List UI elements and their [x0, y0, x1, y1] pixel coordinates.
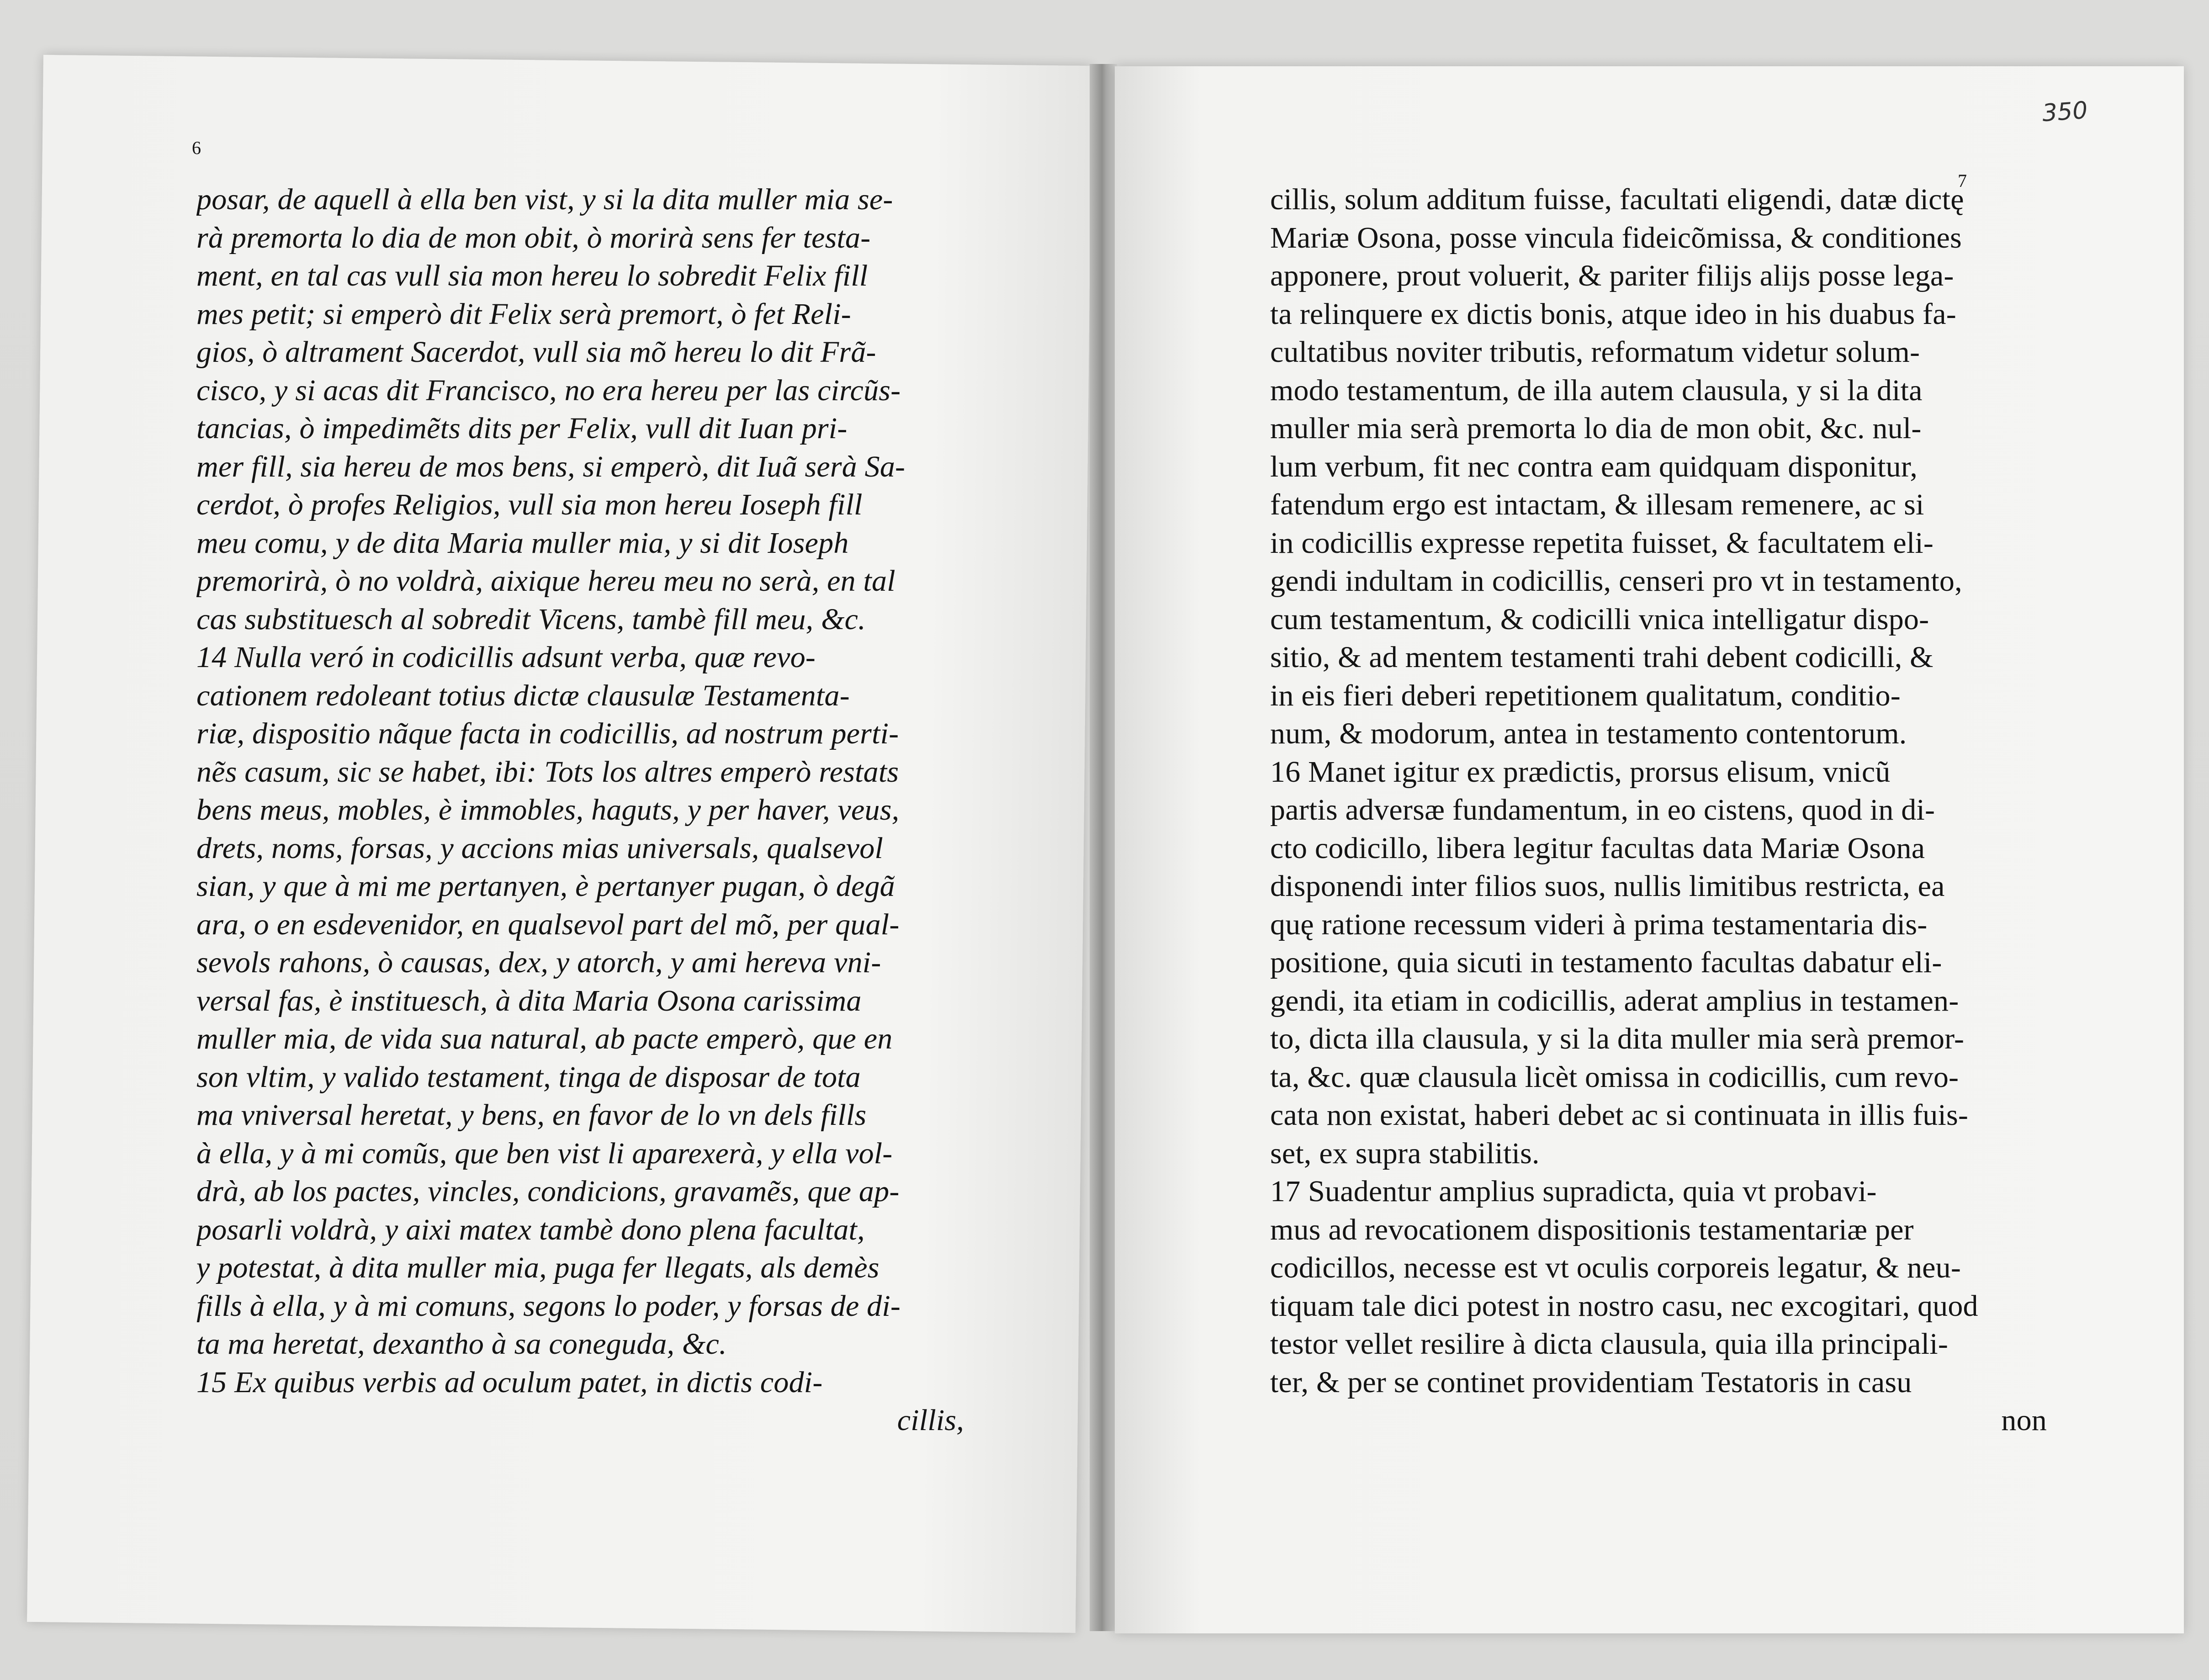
text-line: mer fill, sia hereu de mos bens, si emperò, dit Iuã serà Sa-: [196, 450, 906, 483]
text-line: cata non existat, haberi debet ac si continuata in illis fuis-: [1270, 1098, 1969, 1132]
text-line: drà, ab los pactes, vincles, condicions, gravamẽs, que ap-: [196, 1175, 900, 1208]
text-line: ta relinquere ex dictis bonis, atque ideo in his duabus fa-: [1270, 297, 1956, 331]
right-page-text: [1270, 180, 2047, 1440]
right-page-number: 7: [1958, 170, 1967, 191]
text-line: premorirà, ò no voldrà, aixique hereu meu no serà, en tal: [196, 564, 895, 598]
text-line: muller mia serà premorta lo dia de mon obit, &c. nul-: [1270, 412, 1922, 445]
text-line: sitio, & ad mentem testamenti trahi debent codicilli, &: [1270, 641, 1934, 674]
text-line: cisco, y si acas dit Francisco, no era hereu per las circũs-: [196, 373, 901, 407]
text-line: gendi indultam in codicillis, censeri pro vt in testamento,: [1270, 564, 1962, 598]
left-page-number: 6: [192, 138, 201, 158]
text-line: tiquam tale dici potest in nostro casu, nec excogitari, quod: [1270, 1289, 1978, 1323]
text-line: cationem redoleant totius dictæ clausulæ Testamenta-: [196, 678, 850, 712]
text-line: tancias, ò impedimẽts dits per Felix, vull dit Iuan pri-: [196, 412, 848, 445]
text-line: positione, quia sicuti in testamento facultas dabatur eli-: [1270, 946, 1942, 979]
text-line: fatendum ergo est intactam, & illesam remenere, ac si: [1270, 488, 1924, 521]
text-line: set, ex supra stabilitis.: [1270, 1136, 1540, 1170]
text-line: ma vniversal heretat, y bens, en favor de lo vn dels fills: [196, 1098, 867, 1132]
text-line: testor vellet resilire à dicta clausula, quia illa principali-: [1270, 1327, 1948, 1361]
catchword: cillis,: [897, 1404, 964, 1437]
text-line: in eis fieri deberi repetitionem qualitatum, conditio-: [1270, 678, 1901, 712]
text-line: sevols rahons, ò causas, dex, y atorch, y ami hereva vni-: [196, 946, 881, 979]
text-line: rà premorta lo dia de mon obit, ò morirà sens fer testa-: [196, 221, 871, 254]
text-line: num, & modorum, antea in testamento contentorum.: [1270, 717, 1907, 750]
text-line: posarli voldrà, y aixi matex tambè dono plena facultat,: [196, 1213, 865, 1246]
text-line: partis adversæ fundamentum, in eo cistens, quod in di-: [1270, 793, 1935, 827]
text-line: ta ma heretat, dexantho à sa coneguda, &c.: [196, 1327, 727, 1361]
text-line: cum testamentum, & codicilli vnica intelligatur dispo-: [1270, 602, 1929, 636]
text-line: ara, o en esdevenidor, en qualsevol part del mõ, per qual-: [196, 907, 900, 941]
text-line: quę ratione recessum videri à prima testamentaria dis-: [1270, 907, 1928, 941]
text-line: to, dicta illa clausula, y si la dita muller mia serà premor-: [1270, 1022, 1965, 1055]
text-line: lum verbum, fit nec contra eam quidquam disponitur,: [1270, 450, 1918, 483]
text-line: son vltim, y valido testament, tinga de disposar de tota: [196, 1060, 861, 1094]
text-line: gios, ò altrament Sacerdot, vull sia mõ hereu lo dit Frã-: [196, 335, 876, 369]
text-line: cerdot, ò profes Religios, vull sia mon hereu Ioseph fill: [196, 488, 863, 521]
text-line: cas substituesch al sobredit Vicens, tambè fill meu, &c.: [196, 602, 866, 636]
text-line: meu comu, y de dita Maria muller mia, y si dit Ioseph: [196, 526, 849, 560]
text-line: cillis, solum additum fuisse, facultati eligendi, datæ dictę: [1270, 183, 1964, 216]
text-line: cto codicillo, libera legitur facultas data Mariæ Osona: [1270, 831, 1925, 865]
text-line: ment, en tal cas vull sia mon hereu lo sobredit Felix fill: [196, 259, 868, 292]
text-line: ta, &c. quæ clausula licèt omissa in codicillis, cum revo-: [1270, 1060, 1959, 1094]
text-line: y potestat, à dita muller mia, puga fer llegats, als demès: [196, 1251, 879, 1284]
text-line: disponendi inter filios suos, nullis limitibus restricta, ea: [1270, 869, 1945, 903]
text-line: cultatibus noviter tributis, reformatum videtur solum-: [1270, 335, 1920, 369]
text-line: posar, de aquell à ella ben vist, y si la dita muller mia se-: [196, 183, 893, 216]
text-line: codicillos, necesse est vt oculis corporeis legatur, & neu-: [1270, 1251, 1961, 1284]
text-line: muller mia, de vida sua natural, ab pacte emperò, que en: [196, 1022, 893, 1055]
text-line: bens meus, mobles, è immobles, haguts, y per haver, veus,: [196, 793, 900, 827]
text-line: 14 Nulla veró in codicillis adsunt verba, quæ revo-: [196, 641, 816, 674]
text-line: sian, y que à mi me pertanyen, è pertanyer pugan, ò degã: [196, 869, 895, 903]
text-line: 17 Suadentur amplius supradicta, quia vt probavi-: [1270, 1175, 1877, 1208]
text-line: 15 Ex quibus verbis ad oculum patet, in dictis codi-: [196, 1365, 823, 1399]
text-line: 16 Manet igitur ex prædictis, prorsus elisum, vnicũ: [1270, 755, 1891, 789]
text-line: Mariæ Osona, posse vincula fideicõmissa, & conditiones: [1270, 221, 1962, 254]
text-line: gendi, ita etiam in codicillis, aderat amplius in testamen-: [1270, 984, 1959, 1018]
text-line: à ella, y à mi comũs, que ben vist li aparexerà, y ella vol-: [196, 1136, 893, 1170]
text-line: mes petit; si emperò dit Felix serà premort, ò fet Reli-: [196, 297, 851, 331]
text-line: ter, & per se continet providentiam Testatoris in casu: [1270, 1365, 1912, 1399]
text-line: mus ad revocationem dispositionis testamentariæ per: [1270, 1213, 1914, 1246]
text-line: nẽs casum, sic se habet, ibi: Tots los altres emperò restats: [196, 755, 899, 789]
text-line: modo testamentum, de illa autem clausula, y si la dita: [1270, 373, 1923, 407]
text-line: drets, noms, forsas, y accions mias universals, qualsevol: [196, 831, 884, 865]
text-line: versal fas, è instituesch, à dita Maria Osona carissima: [196, 984, 862, 1018]
text-line: riæ, dispositio nãque facta in codicillis, ad nostrum perti-: [196, 717, 899, 750]
text-line: fills à ella, y à mi comuns, segons lo poder, y forsas de di-: [196, 1289, 901, 1323]
book-gutter: [1090, 64, 1117, 1631]
catchword: non: [2001, 1404, 2047, 1437]
text-line: in codicillis expresse repetita fuisset, & facultatem eli-: [1270, 526, 1934, 560]
text-line: apponere, prout voluerit, & pariter filijs alijs posse lega-: [1270, 259, 1954, 292]
handwritten-folio-number: 350: [2041, 96, 2089, 127]
left-page-text: [196, 180, 964, 1440]
